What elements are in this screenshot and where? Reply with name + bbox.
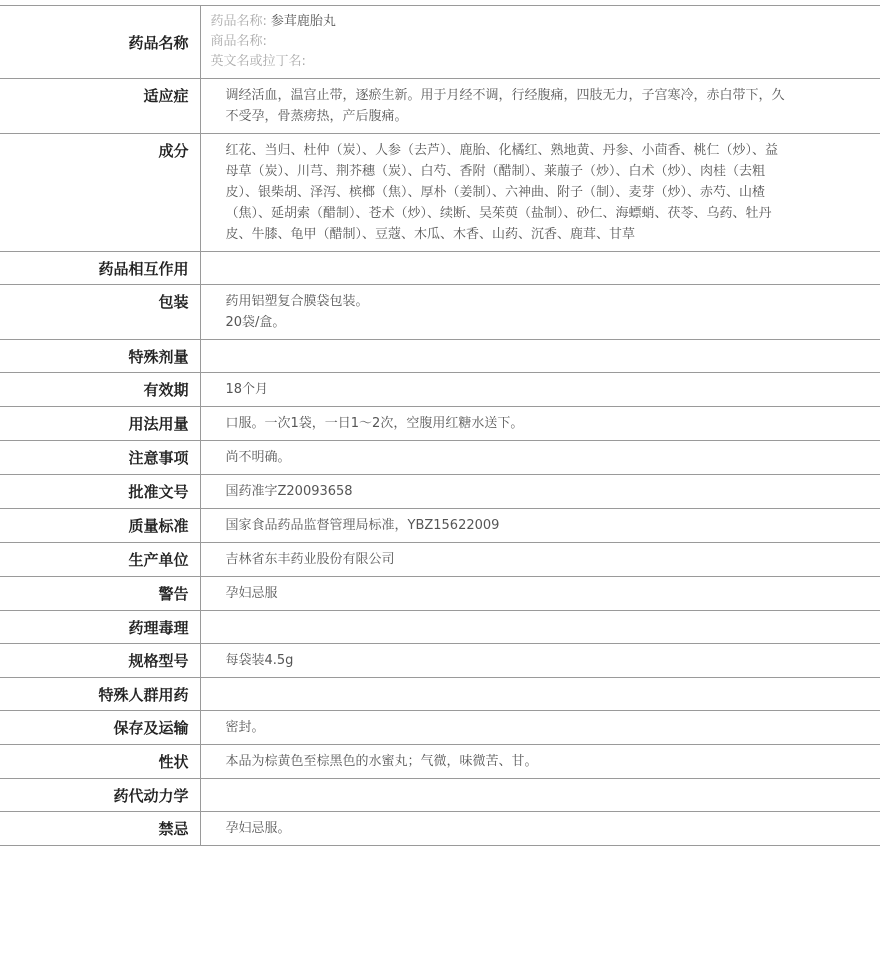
generic-name-value: 参茸鹿胎丸 — [270, 14, 336, 29]
row-value: 孕妇忌服。 — [200, 812, 880, 846]
row-label: 生产单位 — [0, 543, 200, 577]
row-label: 警告 — [0, 577, 200, 611]
row-value: 18个月 — [200, 373, 880, 407]
row-value: 调经活血，温宫止带，逐瘀生新。用于月经不调，行经腹痛，四肢无力，子宫寒冷，赤白带下，久不受孕，骨蒸痨热，产后腹痛。 — [200, 79, 880, 134]
row-label: 质量标准 — [0, 509, 200, 543]
spec-row — [0, 577, 880, 611]
latin-name-line — [211, 52, 786, 72]
spec-row — [0, 509, 880, 543]
row-value: 本品为棕黄色至棕黑色的水蜜丸；气微，味微苦、甘。 — [200, 745, 880, 779]
row-label: 特殊剂量 — [0, 340, 200, 373]
row-value-line: 20袋/盒。 — [225, 315, 286, 330]
row-value: 吉林省东丰药业股份有限公司 — [200, 543, 880, 577]
spec-row — [0, 79, 880, 134]
row-value — [200, 6, 880, 79]
row-label: 药品相互作用 — [0, 252, 200, 285]
row-value-line: 药用铝塑复合膜袋包装。 — [225, 294, 369, 309]
spec-row — [0, 475, 880, 509]
spec-row — [0, 812, 880, 846]
spec-row — [0, 340, 880, 373]
row-label: 规格型号 — [0, 644, 200, 678]
row-label: 药代动力学 — [0, 779, 200, 812]
row-label: 禁忌 — [0, 812, 200, 846]
row-label: 成分 — [0, 134, 200, 252]
row-label: 包装 — [0, 285, 200, 340]
row-value: 口服。一次1袋，一日1～2次，空腹用红糖水送下。 — [200, 407, 880, 441]
row-label: 保存及运输 — [0, 711, 200, 745]
row-label: 适应症 — [0, 79, 200, 134]
row-value — [200, 779, 880, 812]
spec-row — [0, 252, 880, 285]
row-label: 批准文号 — [0, 475, 200, 509]
row-label: 特殊人群用药 — [0, 678, 200, 711]
spec-row — [0, 711, 880, 745]
spec-row — [0, 285, 880, 340]
spec-row-drug-name — [0, 6, 880, 79]
spec-row — [0, 611, 880, 644]
spec-table-body — [0, 6, 880, 846]
row-value: 红花、当归、杜仲（炭）、人参（去芦）、鹿胎、化橘红、熟地黄、丹参、小茴香、桃仁（炒）、益母草（炭）、川芎、荆芥穗（炭）、白芍、香附（醋制）、莱菔子（炒）、白术（炒）、肉桂（去粗皮）、银柴胡、泽泻、槟榔（焦）、厚朴（姜制）、六神曲、附子（制）、麦芽（炒）、赤芍、山楂（焦）、延胡索（醋制）、苍术（炒）、续断、吴茱萸（盐制）、砂仁、海螵蛸、茯苓、乌药、牡丹皮、牛膝、龟甲（醋制）、豆蔻、木瓜、木香、山药、沉香、鹿茸、甘草 — [200, 134, 880, 252]
latin-name-key: 英文名或拉丁名: — [210, 54, 306, 69]
row-value: 国药准字Z20093658 — [200, 475, 880, 509]
row-value — [200, 340, 880, 373]
trade-name-key: 商品名称: — [210, 34, 267, 49]
spec-row — [0, 134, 880, 252]
row-value: 每袋装4.5g — [200, 644, 880, 678]
spec-row — [0, 441, 880, 475]
spec-row — [0, 407, 880, 441]
row-value — [200, 252, 880, 285]
row-value: 孕妇忌服 — [200, 577, 880, 611]
trade-name-line — [211, 32, 786, 52]
drug-spec-table — [0, 5, 880, 846]
row-value — [200, 285, 880, 340]
spec-row — [0, 644, 880, 678]
row-label: 用法用量 — [0, 407, 200, 441]
generic-name-key: 药品名称: — [210, 14, 267, 29]
row-value: 尚不明确。 — [200, 441, 880, 475]
spec-row — [0, 745, 880, 779]
spec-row — [0, 779, 880, 812]
row-value: 国家食品药品监督管理局标准，YBZ15622009 — [200, 509, 880, 543]
row-label: 有效期 — [0, 373, 200, 407]
row-value: 密封。 — [200, 711, 880, 745]
spec-row — [0, 373, 880, 407]
row-value — [200, 678, 880, 711]
row-label: 注意事项 — [0, 441, 200, 475]
row-value — [200, 611, 880, 644]
spec-row — [0, 543, 880, 577]
row-label: 药理毒理 — [0, 611, 200, 644]
row-label: 药品名称 — [0, 6, 200, 79]
generic-name-line — [211, 12, 786, 32]
spec-row — [0, 678, 880, 711]
row-label: 性状 — [0, 745, 200, 779]
